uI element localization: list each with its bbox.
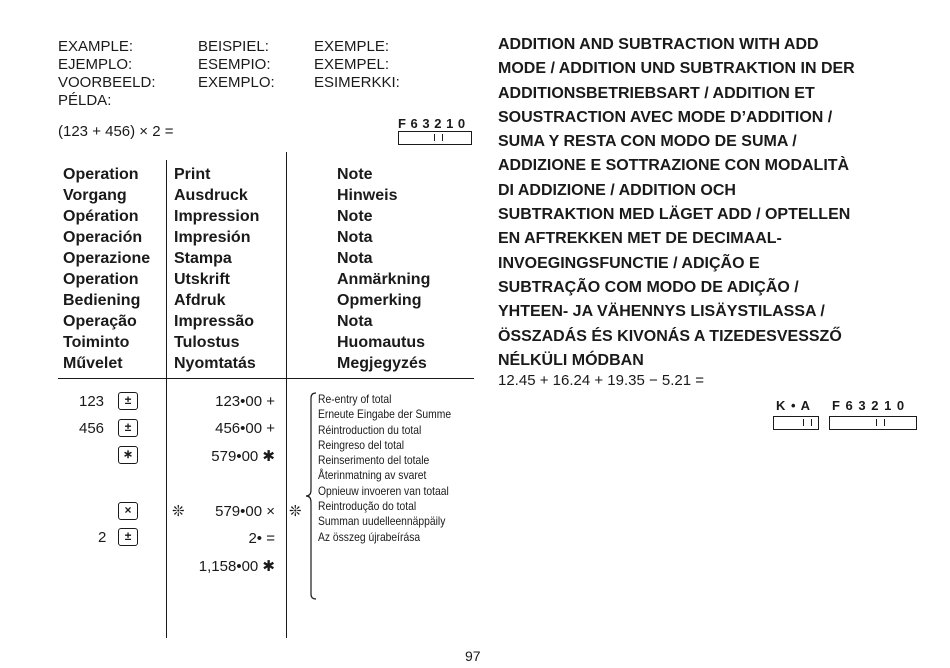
switch-knob-icon [434, 134, 443, 141]
curly-brace-icon [305, 392, 317, 600]
mode-label: F 6 3 2 1 0 [398, 116, 466, 131]
section-title: ADDITION AND SUBTRACTION WITH ADD MODE / ADDITION UND SUBTRAKTION IN DER ADDITIONSBETRIEBSART / ADDITION ET SOUSTRACTION AVEC MODE D’ADDITION / SUMA Y RESTA CON MODO DE SUMA / ADDIZIONE E SOTTRAZIONE CON MODALITÀ DI ADDIZIONE / ADDITION OCH SUBTRAKTION MED LÄGET ADD / OPTELLEN EN AFTREKKEN MET DE DECIMAAL- INVOEGINGSFUNCTIE / ADIÇÃO E SUBTRAÇÃO COM MODO DE ADIÇÃO / YHTEEN- JA VÄHENNYS LISÄYSTILASSA / ÖSSZADÁS ÉS KIVONÁS A TIZEDESVESSZŐ NÉLKÜLI MÓDBAN [498, 36, 855, 369]
decimal-switch [829, 416, 917, 430]
column-divider [286, 152, 287, 638]
print-line: 2• = [248, 530, 275, 547]
ka-switch [773, 416, 819, 430]
switch-knob-icon [876, 419, 885, 426]
example-label: EXEMPLO: [198, 74, 275, 91]
print-line: 579•00 ✱ [211, 448, 275, 465]
example-label: EJEMPLO: [58, 56, 133, 73]
print-column: Print Ausdruck Impression Impresión Stampa Utskrift Afdruk Impressão Tulostus Nyomtatás [174, 166, 260, 372]
plus-minus-key-icon: ± [118, 528, 138, 546]
example-label: ESEMPIO: [198, 56, 271, 73]
example-formula: 12.45 + 16.24 + 19.35 − 5.21 = [498, 372, 705, 389]
plus-minus-key-icon: ± [118, 392, 138, 410]
multiply-key-icon: × [118, 502, 138, 520]
example-formula: (123 + 456) × 2 = [58, 123, 174, 140]
operation-value: 456 [79, 420, 105, 437]
note-column: Note Hinweis Note Nota Nota Anmärkning Opmerking Nota Huomautus Megjegyzés [337, 166, 431, 372]
print-line: 579•00 × [215, 503, 275, 520]
mode-label: F 6 3 2 1 0 [832, 398, 906, 413]
example-label: BEISPIEL: [198, 38, 269, 55]
example-label: EXEMPLE: [314, 38, 390, 55]
print-line: 123•00 + [215, 393, 275, 410]
operation-value: 123 [79, 393, 105, 410]
header-rule [58, 378, 474, 379]
example-label: ESIMERKKI: [314, 74, 400, 91]
print-line: 1,158•00 ✱ [198, 558, 275, 575]
note-text: Re-entry of total Erneute Eingabe der Summe Réintroduction du total Reingreso del total Reinserimento del totale Återinmatning av svaret Opnieuw invoeren van totaal Reintrodução do total Summan uudelleennäppäily Az összeg újrabeírása [318, 392, 452, 544]
plus-minus-key-icon: ± [118, 419, 138, 437]
operation-value: 2 [98, 529, 107, 546]
example-labels [58, 38, 478, 110]
example-label: EXEMPEL: [314, 56, 390, 73]
example-label: PÉLDA: [58, 92, 112, 109]
operation-column: Operation Vorgang Opération Operación Operazione Operation Bediening Operação Toiminto Művelet [63, 166, 151, 372]
total-key-icon: ∗ [118, 446, 138, 464]
column-divider [166, 160, 167, 638]
print-line: 456•00 + [215, 420, 275, 437]
note-mark-icon: ❊ [289, 503, 302, 520]
example-label: EXAMPLE: [58, 38, 134, 55]
page-number: 97 [465, 648, 481, 664]
reentry-mark-icon: ❊ [172, 503, 185, 520]
mode-label: K • A [776, 398, 812, 413]
switch-knob-icon [803, 419, 812, 426]
example-label: VOORBEELD: [58, 74, 156, 91]
decimal-switch [398, 131, 472, 145]
